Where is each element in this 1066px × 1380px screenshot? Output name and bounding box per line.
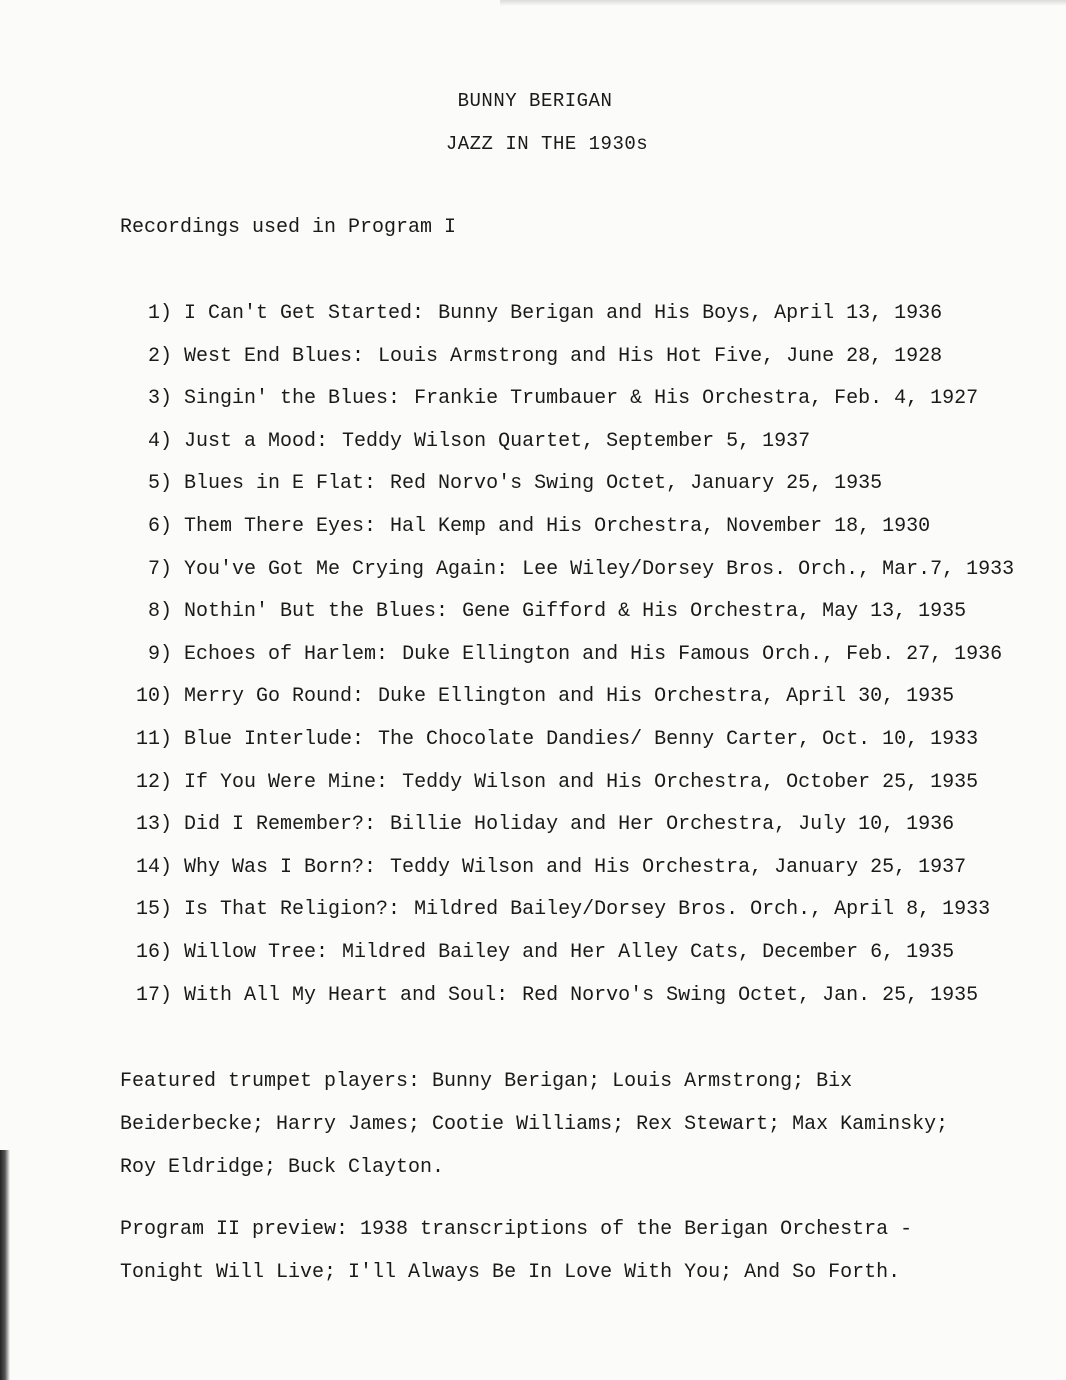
recording-title: Merry Go Round: — [184, 685, 365, 709]
recording-number: 10) — [135, 685, 172, 709]
recording-item — [120, 598, 1066, 641]
recording-title: Blue Interlude: — [184, 727, 365, 751]
recording-detail: Duke Ellington and His Famous Orch., Feb. 27, 1936 — [402, 642, 1003, 666]
recording-item — [120, 428, 1066, 471]
recording-number: 14) — [135, 855, 172, 879]
recording-detail: Red Norvo's Swing Octet, Jan. 25, 1935 — [522, 983, 979, 1007]
recording-number: 7) — [147, 557, 172, 581]
recording-title: Is That Religion?: — [184, 898, 401, 922]
recording-title: Willow Tree: — [184, 940, 329, 964]
recording-number: 17) — [135, 983, 172, 1007]
recording-item — [120, 896, 1066, 939]
recording-item — [120, 811, 1066, 854]
recording-number: 12) — [135, 770, 172, 794]
recording-number: 2) — [147, 344, 172, 368]
recording-number: 4) — [147, 429, 172, 453]
recording-detail: Teddy Wilson and His Orchestra, January 25, 1937 — [390, 855, 967, 879]
recording-detail: Teddy Wilson and His Orchestra, October 25, 1935 — [402, 770, 979, 794]
recording-detail: Mildred Bailey/Dorsey Bros. Orch., April 8, 1933 — [414, 898, 991, 922]
recording-item — [120, 513, 1066, 556]
recording-item — [120, 854, 1066, 897]
recording-detail: Hal Kemp and His Orchestra, November 18, 1930 — [390, 514, 931, 538]
program-preview — [120, 1216, 1050, 1302]
recording-detail: Billie Holiday and Her Orchestra, July 10, 1936 — [390, 813, 955, 837]
recording-detail: Teddy Wilson Quartet, September 5, 1937 — [342, 429, 811, 453]
recording-item — [120, 769, 1066, 812]
document-title: BUNNY BERIGAN — [457, 90, 613, 112]
recording-number: 9) — [147, 642, 172, 666]
recording-item — [120, 556, 1066, 599]
recording-detail: Gene Gifford & His Orchestra, May 13, 1935 — [462, 600, 967, 624]
recording-title: Echoes of Harlem: — [184, 642, 389, 666]
recording-title: West End Blues: — [184, 344, 365, 368]
recording-item — [120, 683, 1066, 726]
recording-detail: Bunny Berigan and His Boys, April 13, 1936 — [438, 302, 943, 325]
recording-number: 11) — [135, 727, 172, 751]
recording-title: I Can't Get Started: — [184, 302, 425, 325]
recording-item — [120, 982, 1066, 1025]
recording-item — [120, 300, 1066, 343]
recording-number: 3) — [147, 387, 172, 411]
recording-detail: Mildred Bailey and Her Alley Cats, December 6, 1935 — [342, 940, 955, 964]
recording-item — [120, 470, 1066, 513]
recording-title: You've Got Me Crying Again: — [184, 557, 509, 581]
recording-item — [120, 385, 1066, 428]
recording-title: If You Were Mine: — [184, 770, 389, 794]
recordings-list — [120, 300, 1066, 1024]
featured-line: Featured trumpet players: Bunny Berigan; Louis Armstrong; Bix — [120, 1070, 853, 1093]
recording-title: Them There Eyes: — [184, 514, 377, 538]
recording-item — [120, 641, 1066, 684]
recording-detail: Red Norvo's Swing Octet, January 25, 1935 — [390, 472, 883, 496]
recording-number: 5) — [147, 472, 172, 496]
recording-title: Singin' the Blues: — [184, 387, 401, 411]
program-intro: Recordings used in Program I — [120, 216, 457, 239]
recording-number: 8) — [147, 600, 172, 624]
featured-line: Roy Eldridge; Buck Clayton. — [120, 1156, 445, 1179]
recording-title: With All My Heart and Soul: — [184, 983, 509, 1007]
recording-title: Blues in E Flat: — [184, 472, 377, 496]
recording-detail: Louis Armstrong and His Hot Five, June 28, 1928 — [378, 344, 943, 368]
recording-title: Why Was I Born?: — [184, 855, 377, 879]
recording-title: Just a Mood: — [184, 429, 329, 453]
recording-title: Did I Remember?: — [184, 813, 377, 837]
document-subtitle: JAZZ IN THE 1930s — [445, 133, 649, 155]
recording-number: 1) — [147, 302, 172, 325]
recording-item — [120, 343, 1066, 386]
featured-trumpet-players — [120, 1068, 1050, 1197]
recording-detail: Frankie Trumbauer & His Orchestra, Feb. 4, 1927 — [414, 387, 979, 411]
recording-title: Nothin' But the Blues: — [184, 600, 449, 624]
recording-number: 13) — [135, 813, 172, 837]
recording-detail: The Chocolate Dandies/ Benny Carter, Oct. 10, 1933 — [378, 727, 979, 751]
scan-edge-top — [500, 0, 1066, 6]
recording-number: 6) — [147, 514, 172, 538]
preview-line: Tonight Will Live; I'll Always Be In Love With You; And So Forth. — [120, 1261, 901, 1284]
recording-item — [120, 939, 1066, 982]
recording-number: 15) — [135, 898, 172, 922]
recording-detail: Duke Ellington and His Orchestra, April 30, 1935 — [378, 685, 955, 709]
featured-line: Beiderbecke; Harry James; Cootie Williams; Rex Stewart; Max Kaminsky; — [120, 1113, 949, 1136]
scan-edge-left — [0, 1150, 10, 1380]
recording-number: 16) — [135, 940, 172, 964]
preview-line: Program II preview: 1938 transcriptions of the Berigan Orchestra - — [120, 1218, 913, 1241]
recording-item — [120, 726, 1066, 769]
recording-detail: Lee Wiley/Dorsey Bros. Orch., Mar.7, 1933 — [522, 557, 1015, 581]
